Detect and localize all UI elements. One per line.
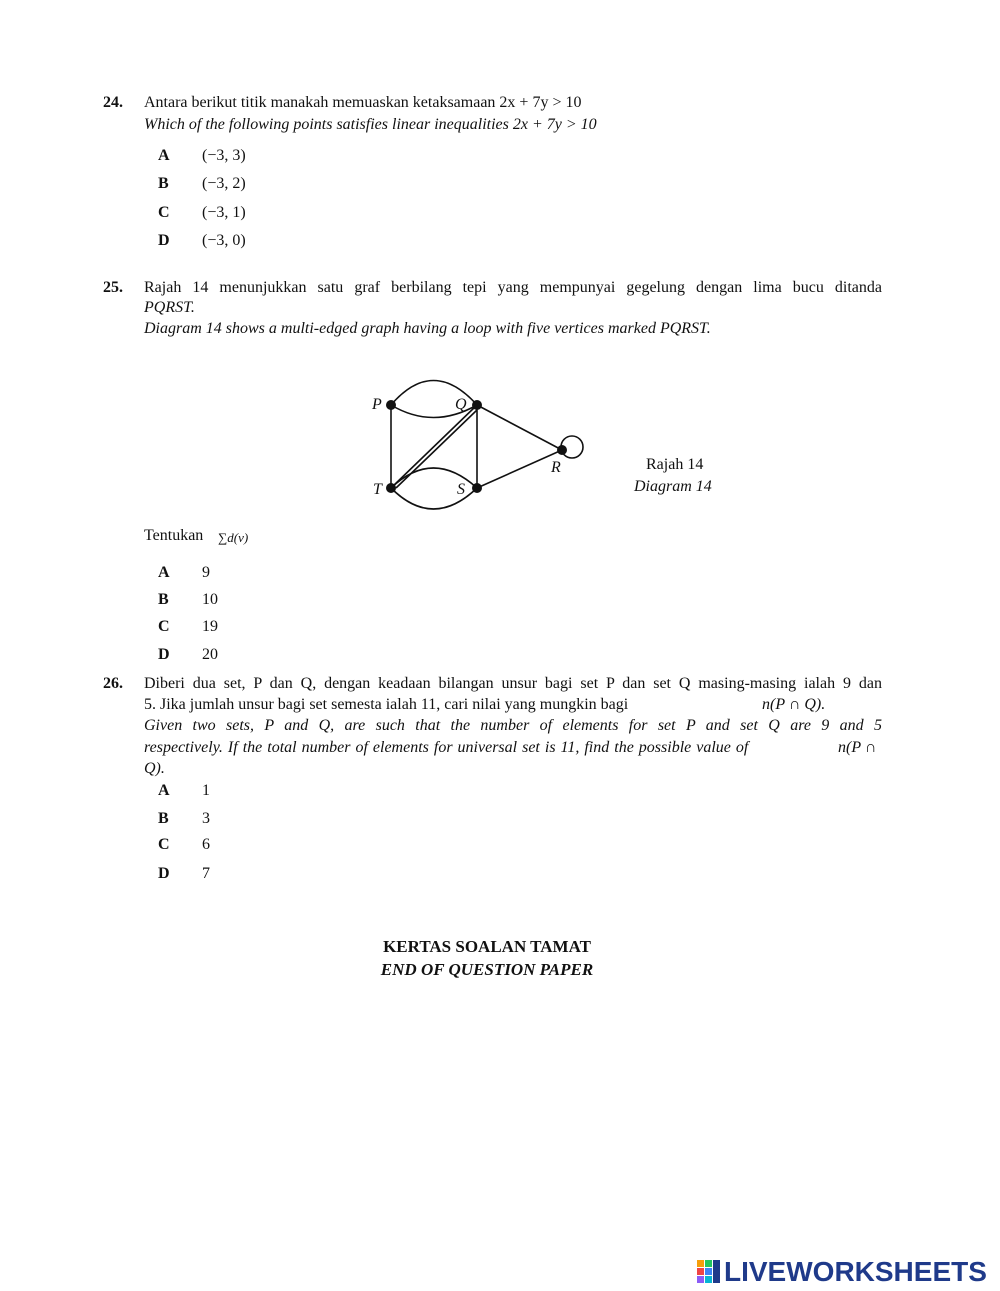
question-24-number: 24. <box>103 94 123 111</box>
question-26-text-english-line2: respectively. If the total number of elements for universal set is 11, find the possible value of <box>144 739 749 756</box>
edge-sr <box>477 450 562 488</box>
q26-option-c-text[interactable]: 6 <box>202 836 210 853</box>
question-25-text-english: Diagram 14 shows a multi-edged graph having a loop with five vertices marked PQRST. <box>144 320 711 337</box>
q26-option-b-letter: B <box>158 810 169 827</box>
q24-option-d-text[interactable]: (−3, 0) <box>202 232 246 249</box>
question-25-text-malay-line1: Rajah 14 menunjukkan satu graf berbilang tepi yang mempunyai gegelung dengan lima bucu ditanda <box>144 279 882 296</box>
edge-tq-2 <box>396 410 477 488</box>
q24-option-b-text[interactable]: (−3, 2) <box>202 175 246 192</box>
liveworksheets-wordmark: LIVEWORKSHEETS <box>724 1256 987 1287</box>
q26-option-a-letter: A <box>158 782 170 799</box>
q25-option-a-text[interactable]: 9 <box>202 564 210 581</box>
q26-option-b-text[interactable]: 3 <box>202 810 210 827</box>
edge-qr <box>477 405 562 450</box>
q24-option-c-text[interactable]: (−3, 1) <box>202 204 246 221</box>
q26-option-c-letter: C <box>158 836 170 853</box>
question-24-text-malay: Antara berikut titik manakah memuaskan ketaksamaan 2x + 7y > 10 <box>144 94 582 111</box>
liveworksheets-logo <box>696 1256 987 1288</box>
q26-option-d-letter: D <box>158 865 170 882</box>
liveworksheets-icon <box>696 1259 722 1285</box>
vertex-q <box>472 400 482 410</box>
question-26-english-expression: n(P ∩ <box>838 739 877 756</box>
question-26-text-english-line1: Given two sets, P and Q, are such that the number of elements for set P and set Q are 9 and 5 <box>144 717 882 734</box>
vertex-label-t: T <box>373 481 382 498</box>
q24-option-a-text[interactable]: (−3, 3) <box>202 147 246 164</box>
vertex-label-p: P <box>372 396 382 413</box>
q25-option-b-text[interactable]: 10 <box>202 591 218 608</box>
end-of-paper-english: END OF QUESTION PAPER <box>380 960 594 979</box>
q24-option-c-letter: C <box>158 204 170 221</box>
question-25-formula: ∑d(v) <box>218 530 249 545</box>
question-25-number: 25. <box>103 279 123 296</box>
q25-option-c-letter: C <box>158 618 170 635</box>
graph-diagram <box>360 370 600 510</box>
q24-option-d-letter: D <box>158 232 170 249</box>
vertex-label-q: Q <box>455 396 467 413</box>
q24-option-b-letter: B <box>158 175 169 192</box>
question-26-text-malay-line2: 5. Jika jumlah unsur bagi set semesta ialah 11, cari nilai yang mungkin bagi <box>144 696 629 713</box>
q25-option-b-letter: B <box>158 591 169 608</box>
question-26-text-malay-line1: Diberi dua set, P dan Q, dengan keadaan bilangan unsur bagi set P dan set Q masing-masing ialah 9 dan <box>144 675 882 692</box>
vertex-t <box>386 483 396 493</box>
question-25-text-malay-line2: PQRST. <box>144 299 195 316</box>
q24-option-a-letter: A <box>158 147 170 164</box>
end-of-paper-malay: KERTAS SOALAN TAMAT <box>383 937 591 956</box>
q25-option-d-letter: D <box>158 646 170 663</box>
diagram-caption-english <box>634 478 712 496</box>
question-25-prompt: Tentukan <box>144 527 204 544</box>
diagram-caption-malay: Rajah 14 <box>646 456 704 473</box>
vertex-r <box>557 445 567 455</box>
question-24-text-english: Which of the following points satisfies linear inequalities 2x + 7y > 10 <box>144 116 597 133</box>
question-26-malay-expression: n(P ∩ Q). <box>762 696 826 713</box>
vertex-s <box>472 483 482 493</box>
diagram-caption-english-text: Diagram 14 <box>634 478 712 495</box>
vertex-label-s: S <box>457 481 465 498</box>
q25-option-d-text[interactable]: 20 <box>202 646 218 663</box>
vertex-label-r: R <box>551 459 561 476</box>
q26-option-a-text[interactable]: 1 <box>202 782 210 799</box>
q25-option-c-text[interactable]: 19 <box>202 618 218 635</box>
q26-option-d-text[interactable]: 7 <box>202 865 210 882</box>
vertex-p <box>386 400 396 410</box>
question-26-number: 26. <box>103 675 123 692</box>
q25-option-a-letter: A <box>158 564 170 581</box>
question-26-text-english-line3: Q). <box>144 760 165 777</box>
